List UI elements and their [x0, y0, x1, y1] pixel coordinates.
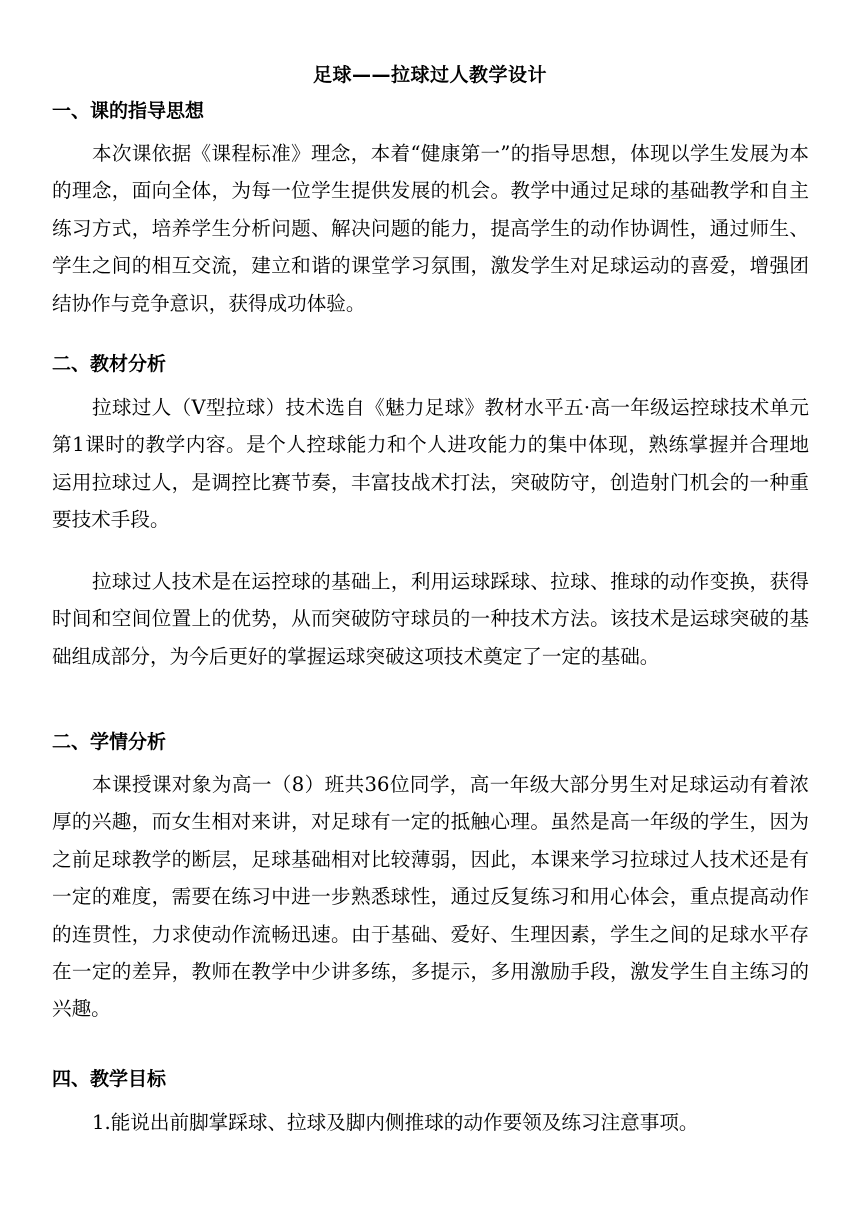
- paragraph-teaching-goal-1: 1.能说出前脚掌踩球、拉球及脚内侧推球的动作要领及练习注意事项。: [92, 1111, 699, 1134]
- paragraph-material-analysis-1: 拉球过人（V型拉球）技术选自《魅力足球》教材水平五·高一年级运控球技术单元第1课时的教学内容。是个人控球能力和个人进攻能力的集中体现，熟练掌握并合理地运用拉球过人，是调控比赛节奏，丰富技战术打法，突破防守，创造射门机会的一种重要技术手段。: [52, 396, 809, 532]
- section-heading-guiding-ideology: 一、课的指导思想: [52, 100, 205, 122]
- section-heading-material-analysis: 二、教材分析: [52, 353, 167, 375]
- section-heading-learner-analysis: 二、学情分析: [52, 731, 167, 753]
- section-heading-teaching-goals: 四、教学目标: [52, 1068, 167, 1090]
- document-title: 足球——拉球过人教学设计: [312, 64, 547, 86]
- paragraph-guiding-ideology: 本次课依据《课程标准》理念，本着“健康第一”的指导思想，体现以学生发展为本的理念，面向全体，为每一位学生提供发展的机会。教学中通过足球的基础教学和自主练习方式，培养学生分析问题、解决问题的能力，提高学生的动作协调性，通过师生、学生之间的相互交流，建立和谐的课堂学习氛围，激发学生对足球运动的喜爱，增强团结协作与竞争意识，获得成功体验。: [52, 142, 809, 315]
- paragraph-material-analysis-2: 拉球过人技术是在运控球的基础上，利用运球踩球、拉球、推球的动作变换，获得时间和空间位置上的优势，从而突破防守球员的一种技术方法。该技术是运球突破的基础组成部分，为今后更好的掌握运球突破这项技术奠定了一定的基础。: [52, 570, 809, 668]
- paragraph-learner-analysis: 本课授课对象为高一（8）班共36位同学，高一年级大部分男生对足球运动有着浓厚的兴趣，而女生相对来讲，对足球有一定的抵触心理。虽然是高一年级的学生，因为之前足球教学的断层，足球基础相对比较薄弱，因此，本课来学习拉球过人技术还是有一定的难度，需要在练习中进一步熟悉球性，通过反复练习和用心体会，重点提高动作的连贯性，力求使动作流畅迅速。由于基础、爱好、生理因素，学生之间的足球水平存在一定的差异，教师在教学中少讲多练，多提示，多用激励手段，激发学生自主练习的兴趣。: [52, 773, 809, 1021]
